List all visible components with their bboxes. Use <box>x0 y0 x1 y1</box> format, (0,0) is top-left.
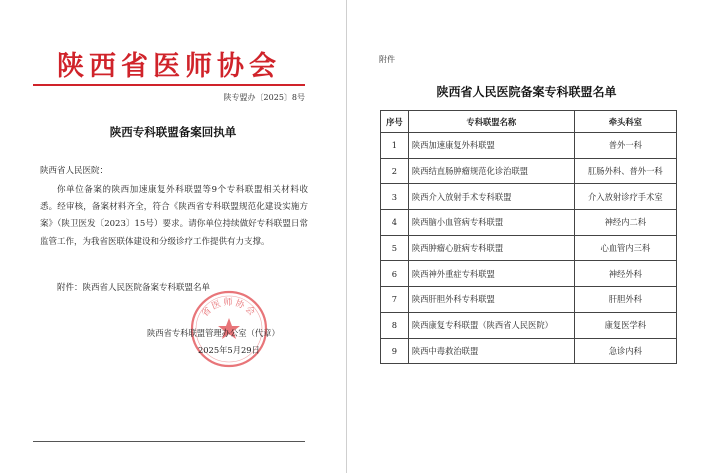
row-lead-department: 普外一科 <box>574 133 676 159</box>
row-lead-department: 介入放射诊疗手术室 <box>574 184 676 210</box>
row-lead-department: 康复医学科 <box>574 312 676 338</box>
attachment-reference: 附件：陕西省人民医院备案专科联盟名单 <box>57 283 211 293</box>
table-row <box>381 158 677 184</box>
row-alliance-name: 陕西肿瘤心脏病专科联盟 <box>408 235 574 261</box>
row-index: 6 <box>381 261 409 287</box>
header-alliance-name: 专科联盟名称 <box>408 111 574 133</box>
row-index: 9 <box>381 338 409 364</box>
row-lead-department: 神经内二科 <box>574 210 676 236</box>
table-row <box>381 184 677 210</box>
header-lead-department: 牵头科室 <box>574 111 676 133</box>
table-row <box>381 287 677 313</box>
body-paragraph: 你单位备案的陕西加速康复外科联盟等9个专科联盟相关材料收悉。经审核，备案材料齐全，符合《陕西省专科联盟规范化建设实施方案》（陕卫医发〔2023〕15号）要求。请你单位持续做好专科联盟日常监管工作，为我省医联体建设和分级诊疗工作提供有力支撑。 <box>40 185 308 247</box>
row-alliance-name: 陕西中毒救治联盟 <box>408 338 574 364</box>
footer-rule <box>33 441 305 442</box>
table-row <box>381 133 677 159</box>
row-lead-department: 心血管内三科 <box>574 235 676 261</box>
row-lead-department: 神经外科 <box>574 261 676 287</box>
row-alliance-name: 陕西肝胆外科专科联盟 <box>408 287 574 313</box>
recipient: 陕西省人民医院： <box>40 166 109 176</box>
row-index: 2 <box>381 158 409 184</box>
row-lead-department: 肛肠外科、普外一科 <box>574 158 676 184</box>
row-index: 8 <box>381 312 409 338</box>
red-header-rule <box>33 84 305 86</box>
row-index: 1 <box>381 133 409 159</box>
right-document-page <box>347 0 706 473</box>
alliance-table <box>380 110 677 364</box>
association-header: 陕西省医师协会 <box>57 51 281 82</box>
table-row <box>381 338 677 364</box>
seal-text: 省医师协会 <box>200 298 258 320</box>
table-row <box>381 210 677 236</box>
row-alliance-name: 陕西脑小血管病专科联盟 <box>408 210 574 236</box>
table-row <box>381 261 677 287</box>
row-lead-department: 肝胆外科 <box>574 287 676 313</box>
row-index: 5 <box>381 235 409 261</box>
table-row <box>381 312 677 338</box>
table-row <box>381 235 677 261</box>
list-title: 陕西省人民医院备案专科联盟名单 <box>436 85 617 99</box>
row-alliance-name: 陕西康复专科联盟（陕西省人民医院） <box>408 312 574 338</box>
document-title: 陕西专科联盟备案回执单 <box>109 125 237 139</box>
row-lead-department: 急诊内科 <box>574 338 676 364</box>
signature-date: 2025年5月29日 <box>198 345 260 355</box>
table-header-row <box>381 111 677 133</box>
row-alliance-name: 陕西结直肠肿瘤规范化诊治联盟 <box>408 158 574 184</box>
signature-organization: 陕西省专科联盟管理办公室（代章） <box>147 328 280 338</box>
document-number: 陕专盟办〔2025〕8号 <box>223 93 305 102</box>
attachment-label: 附件 <box>379 55 395 64</box>
row-alliance-name: 陕西加速康复外科联盟 <box>408 133 574 159</box>
left-document-page <box>0 0 347 473</box>
row-alliance-name: 陕西介入放射手术专科联盟 <box>408 184 574 210</box>
row-alliance-name: 陕西神外重症专科联盟 <box>408 261 574 287</box>
row-index: 7 <box>381 287 409 313</box>
row-index: 3 <box>381 184 409 210</box>
row-index: 4 <box>381 210 409 236</box>
header-index: 序号 <box>381 111 409 133</box>
